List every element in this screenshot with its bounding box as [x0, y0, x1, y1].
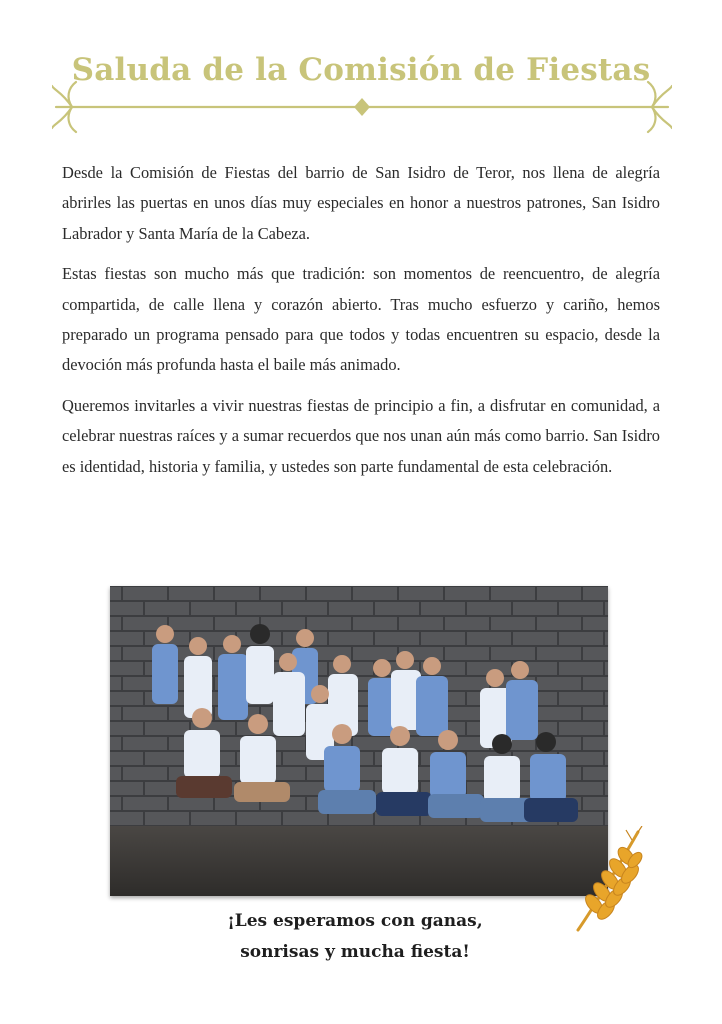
paragraph-2: Estas fiestas son mucho más que tradición: son momentos de reencuentro, de alegría compartida, de calle llena y corazón abierto. Tras mucho esfuerzo y cariño, hemos preparado un programa pensado para que todos y todas encuentren su espacio, desde la devoción más profunda hasta el baile más animado. [62, 264, 660, 375]
closing-message [0, 906, 710, 968]
paragraph-3: Queremos invitarles a vivir nuestras fiestas de principio a fin, a disfrutar en comunidad, a celebrar nuestras raíces y a sumar recuerdos que nos unan aún más como barrio. San Isidro es identidad, historia y familia, y ustedes son parte fundamental de esta celebración. [62, 395, 660, 476]
closing-line-1: ¡Les esperamos con ganas, [227, 911, 483, 931]
group-photo [110, 586, 608, 896]
title-ornament-icon [52, 80, 672, 136]
group-photo-image [110, 586, 608, 896]
paragraph-1: Desde la Comisión de Fiestas del barrio de San Isidro de Teror, nos llena de alegría abrirles las puertas en unos días muy especiales en honor a nuestros patrones, San Isidro Labrador y Santa María de la Cabeza. [62, 163, 660, 243]
page-title: Saluda de la Comisión de Fiestas [71, 52, 651, 88]
closing-line-2: sonrisas y mucha fiesta! [240, 942, 470, 962]
greeting-text [62, 158, 660, 492]
